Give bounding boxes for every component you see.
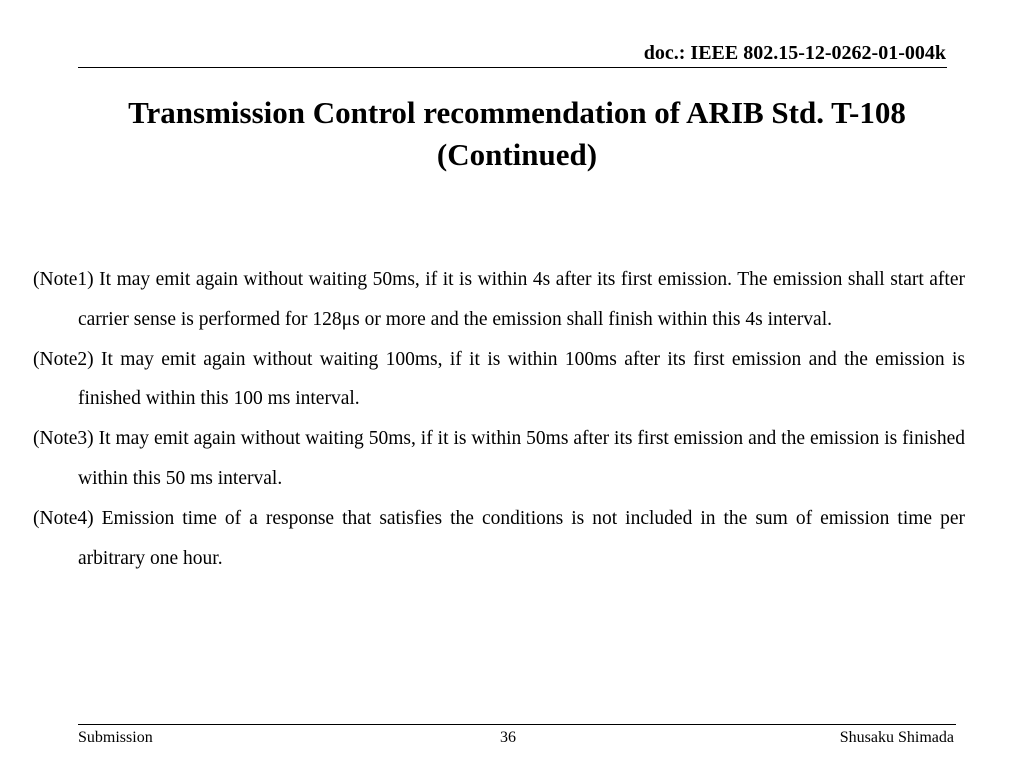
page-number: 36 [500,729,516,746]
note-2: (Note2) It may emit again without waiting 100ms, if it is within 100ms after its first emission and the emission is finished within this 100 ms interval. [33,348,965,410]
footer-author: Shusaku Shimada [839,729,954,746]
notes-list [33,260,965,578]
header-divider [78,67,947,68]
slide-title-line-1: Transmission Control recommendation of ARIB Std. T-108 [128,95,906,130]
document-id: doc.: IEEE 802.15-12-0262-01-004k [643,42,946,64]
slide-title-line-2: (Continued) [436,137,598,172]
footer-divider [78,724,956,725]
note-3: (Note3) It may emit again without waiting 50ms, if it is within 50ms after its first emission and the emission is finished within this 50 ms interval. [33,428,965,489]
footer-submission: Submission [78,729,153,746]
note-1: (Note1) It may emit again without waiting 50ms, if it is within 4s after its first emission. The emission shall start after carrier sense is performed for 128μs or more and the emission shall finish within this 4s interval. [33,269,965,330]
slide-title [40,92,994,176]
note-4: (Note4) Emission time of a response that satisfies the conditions is not included in the sum of emission time per arbitrary one hour. [33,507,965,569]
